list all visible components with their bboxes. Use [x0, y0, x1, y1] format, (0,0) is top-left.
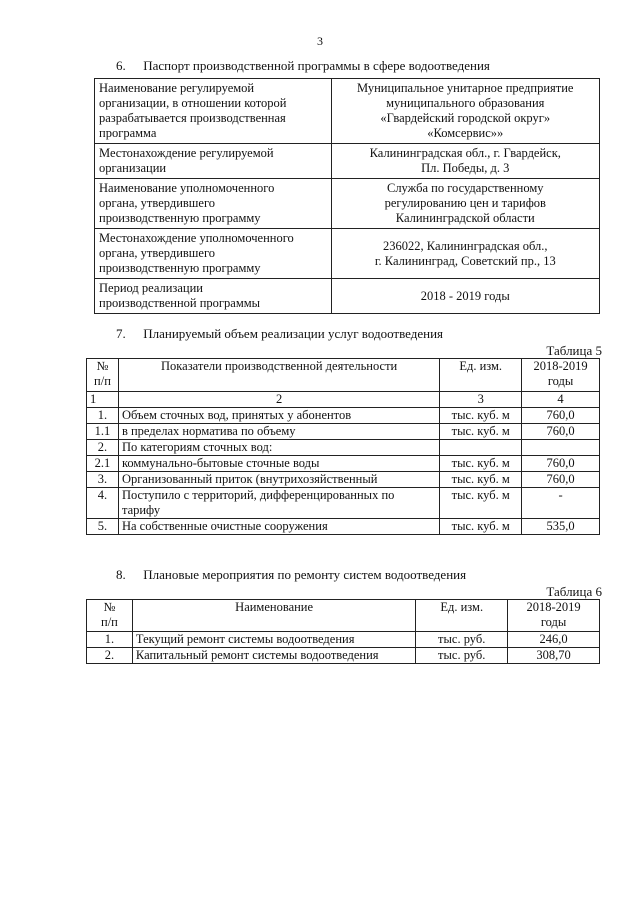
table5-row-unit: тыс. куб. м — [440, 488, 522, 519]
table6-header-period — [508, 600, 600, 632]
table6-row-name: Текущий ремонт системы водоотведения — [132, 632, 415, 648]
table5-row-name-line: Объем сточных вод, принятых у абонентов — [121, 408, 352, 422]
table5-header-unit: Ед. изм. — [440, 359, 522, 392]
table5-row-unit: тыс. куб. м — [440, 472, 522, 488]
table5-row-unit: тыс. куб. м — [440, 424, 522, 440]
section7-number: 7. — [116, 326, 126, 341]
passport-value — [331, 144, 599, 179]
passport-value — [331, 179, 599, 229]
table6-row-num: 1. — [87, 632, 133, 648]
passport-row — [95, 179, 600, 229]
table5-header-num-line: п/п — [94, 374, 111, 388]
table5-row-name — [118, 456, 439, 472]
passport-label-line: организации — [99, 161, 167, 175]
passport-value — [331, 79, 599, 144]
passport-label-line: производственной программы — [99, 296, 261, 310]
table5-row — [87, 519, 600, 535]
table5-row-name-line: Поступило с территорий, дифференцированных по — [121, 488, 395, 502]
table5-row-value: 535,0 — [522, 519, 600, 535]
passport-label-line: производственную программу — [99, 211, 261, 225]
passport-label — [95, 144, 332, 179]
passport-label — [95, 79, 332, 144]
passport-value-line: Калининградская обл., г. Гвардейск, — [369, 146, 561, 160]
table5-row-name — [118, 424, 439, 440]
table5-row-name-line: коммунально-бытовые сточные воды — [121, 456, 320, 470]
table5-row-value: 760,0 — [522, 472, 600, 488]
table6-header-period-line: годы — [540, 615, 567, 629]
table6-row-value: 246,0 — [508, 632, 600, 648]
passport-label-line: разрабатывается производственная — [99, 111, 286, 125]
section6-heading — [116, 58, 490, 74]
table5-row-value: - — [522, 488, 600, 519]
passport-label — [95, 179, 332, 229]
table5-row — [87, 408, 600, 424]
passport-value-line: 2018 - 2019 годы — [420, 288, 510, 303]
page-number: 3 — [317, 34, 323, 48]
passport-value-line: регулированию цен и тарифов — [384, 196, 546, 210]
table6-row-unit: тыс. руб. — [416, 632, 508, 648]
table5-row-value: 760,0 — [522, 424, 600, 440]
passport-value-line: «Гвардейский городской округ» — [380, 111, 551, 125]
passport-label-line: органа, утвердившего — [99, 246, 216, 260]
table5-row-unit — [440, 440, 522, 456]
table6-label: Таблица 6 — [546, 584, 602, 599]
table5-row — [87, 488, 600, 519]
table5-row-name-line: На собственные очистные сооружения — [121, 519, 328, 533]
passport-value-line: Калининградской области — [395, 211, 535, 225]
passport-label-line: Наименование регулируемой — [99, 81, 255, 95]
passport-label-line: производственную программу — [99, 261, 261, 275]
passport-label-line: программа — [99, 126, 157, 140]
table6-header-num — [87, 600, 133, 632]
passport-value-line: Служба по государственному — [386, 181, 544, 195]
table5-row — [87, 440, 600, 456]
table5-row-num: 3. — [87, 472, 119, 488]
passport-value-line: Муниципальное унитарное предприятие — [357, 81, 574, 95]
table5-header-num — [87, 359, 119, 392]
passport-value-line: «Комсервис»» — [427, 126, 504, 140]
table6 — [86, 599, 600, 664]
table5-header-num-line: № — [96, 359, 109, 373]
table5-row-name-line: в пределах норматива по объему — [121, 424, 296, 438]
passport-row — [95, 79, 600, 144]
table6-row-unit: тыс. руб. — [416, 648, 508, 664]
passport-label-line: Местонахождение регулируемой — [99, 146, 274, 160]
passport-label-line: Наименование уполномоченного — [99, 181, 275, 195]
table5-header-name: Показатели производственной деятельности — [118, 359, 439, 392]
section8-title: Плановые мероприятия по ремонту систем водоотведения — [143, 567, 467, 582]
passport-label-line: Период реализации — [99, 281, 203, 295]
passport-value — [331, 229, 599, 279]
passport-label-line: Местонахождение уполномоченного — [99, 231, 294, 245]
table5-row-name — [118, 488, 439, 519]
table5-header-period-line: 2018-2019 — [533, 359, 588, 373]
table5 — [86, 358, 600, 535]
table5-row-name — [118, 440, 439, 456]
table5-row-name-line: По категориям сточных вод: — [121, 440, 273, 454]
table5-row-unit: тыс. куб. м — [440, 519, 522, 535]
table6-header-name: Наименование — [132, 600, 415, 632]
table6-row — [87, 632, 600, 648]
section7-heading — [116, 326, 443, 342]
table5-row-unit: тыс. куб. м — [440, 408, 522, 424]
table6-row-value: 308,70 — [508, 648, 600, 664]
table5-row-value — [522, 440, 600, 456]
table5-row-name — [118, 408, 439, 424]
section6-title: Паспорт производственной программы в сфере водоотведения — [143, 58, 490, 73]
table5-colnum-4: 4 — [522, 392, 600, 408]
table6-header-unit: Ед. изм. — [416, 600, 508, 632]
section8-number: 8. — [116, 567, 126, 582]
table5-row-num: 1. — [87, 408, 119, 424]
passport-value-line: г. Калининград, Советский пр., 13 — [374, 253, 556, 268]
passport-table — [94, 78, 600, 314]
table6-row — [87, 648, 600, 664]
passport-value-line: 236022, Калининградская обл., — [383, 238, 548, 253]
section7-title: Планируемый объем реализации услуг водоотведения — [143, 326, 444, 341]
table5-row-name — [118, 519, 439, 535]
table5-row — [87, 472, 600, 488]
table5-header-period-line: годы — [547, 374, 574, 388]
table5-label: Таблица 5 — [546, 343, 602, 358]
table5-row — [87, 456, 600, 472]
table5-row-value: 760,0 — [522, 408, 600, 424]
table5-row — [87, 424, 600, 440]
table5-header-period — [522, 359, 600, 392]
passport-label — [95, 229, 332, 279]
table6-row-name: Капитальный ремонт системы водоотведения — [132, 648, 415, 664]
table6-header-period-line: 2018-2019 — [526, 600, 581, 614]
table5-colnum-2: 2 — [118, 392, 439, 408]
table5-row-num: 4. — [87, 488, 119, 519]
passport-label-line: органа, утвердившего — [99, 196, 216, 210]
table5-row-num: 2.1 — [87, 456, 119, 472]
table5-row-value: 760,0 — [522, 456, 600, 472]
table5-row-num: 2. — [87, 440, 119, 456]
passport-label-line: организации, в отношении которой — [99, 96, 287, 110]
table6-header-num-line: № — [103, 600, 116, 614]
passport-row — [95, 279, 600, 314]
table5-row-num: 1.1 — [87, 424, 119, 440]
table5-row-unit: тыс. куб. м — [440, 456, 522, 472]
table5-colnum-1: 1 — [87, 392, 119, 408]
passport-value — [331, 279, 599, 314]
section8-heading — [116, 567, 466, 583]
table6-row-num: 2. — [87, 648, 133, 664]
passport-row — [95, 229, 600, 279]
passport-value-line: Пл. Победы, д. 3 — [421, 161, 510, 175]
section6-number: 6. — [116, 58, 126, 73]
table5-colnum-3: 3 — [440, 392, 522, 408]
passport-row — [95, 144, 600, 179]
table5-row-name-line: тарифу — [121, 503, 161, 517]
table5-row-num: 5. — [87, 519, 119, 535]
table6-header-num-line: п/п — [101, 615, 118, 629]
passport-value-line: муниципального образования — [386, 96, 545, 110]
passport-label — [95, 279, 332, 314]
table5-row-name — [118, 472, 439, 488]
table5-row-name-line: Организованный приток (внутрихозяйственный — [121, 472, 378, 486]
